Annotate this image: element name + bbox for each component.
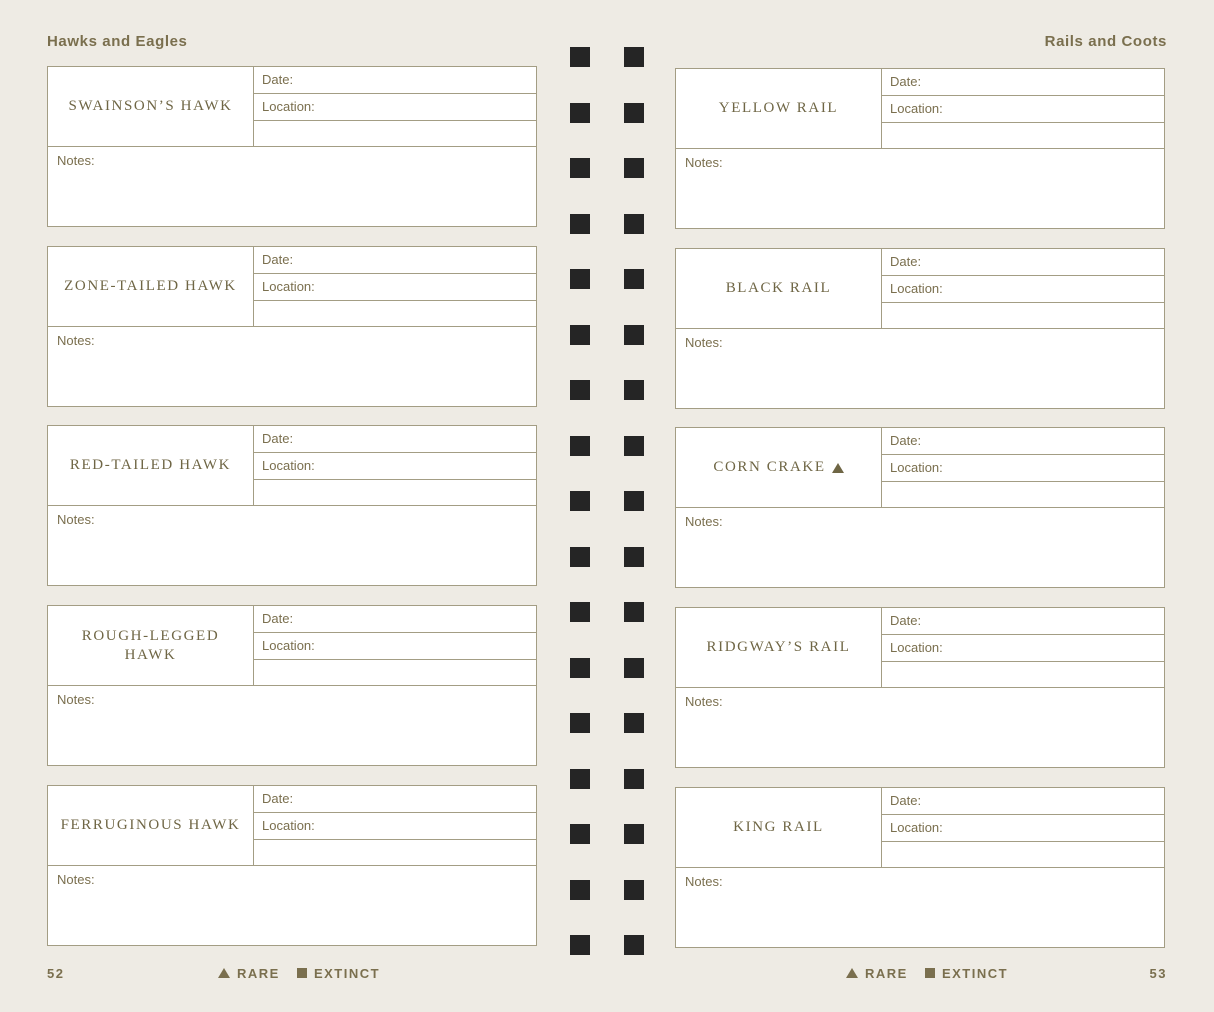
sighting-card bbox=[675, 787, 1165, 948]
extra-field[interactable] bbox=[882, 482, 1164, 508]
notes-label: Notes: bbox=[57, 692, 95, 708]
location-label: Location: bbox=[262, 99, 315, 114]
species-name bbox=[676, 249, 882, 329]
binding-hole bbox=[624, 103, 644, 123]
location-label: Location: bbox=[262, 817, 315, 833]
binding-hole bbox=[570, 436, 590, 456]
extinct-square-icon bbox=[925, 968, 935, 978]
location-field[interactable] bbox=[882, 276, 1164, 303]
date-field[interactable] bbox=[254, 247, 536, 274]
location-field[interactable] bbox=[882, 96, 1164, 123]
notes-label: Notes: bbox=[685, 334, 723, 350]
location-label: Location: bbox=[890, 101, 943, 116]
species-name-text: YELLOW RAIL bbox=[718, 100, 839, 116]
species-name bbox=[676, 788, 882, 868]
extinct-square-icon bbox=[297, 968, 307, 978]
notes-field[interactable] bbox=[685, 874, 723, 889]
location-field[interactable] bbox=[254, 453, 536, 480]
extra-field[interactable] bbox=[882, 842, 1164, 868]
left-page-number: 52 bbox=[47, 966, 65, 981]
date-label: Date: bbox=[890, 253, 922, 269]
binding-hole bbox=[570, 658, 590, 678]
date-label: Date: bbox=[262, 790, 294, 806]
species-name-text: RED-TAILED HAWK bbox=[69, 457, 232, 474]
date-field[interactable] bbox=[254, 67, 536, 94]
date-label: Date: bbox=[890, 74, 922, 89]
binding-hole bbox=[624, 214, 644, 234]
date-field[interactable] bbox=[254, 786, 536, 813]
date-field[interactable] bbox=[882, 788, 1164, 815]
legend-extinct: EXTINCT bbox=[313, 966, 381, 981]
location-field[interactable] bbox=[254, 274, 536, 301]
binding-hole bbox=[570, 935, 590, 955]
rare-triangle-icon bbox=[832, 463, 844, 473]
rare-triangle-icon bbox=[846, 968, 858, 978]
location-label: Location: bbox=[890, 280, 943, 296]
location-field[interactable] bbox=[882, 815, 1164, 842]
species-name bbox=[48, 786, 254, 866]
notes-field[interactable] bbox=[57, 153, 95, 168]
notes-field[interactable] bbox=[685, 694, 723, 709]
notes-label: Notes: bbox=[685, 873, 723, 889]
binding-hole bbox=[624, 713, 644, 733]
right-legend bbox=[846, 966, 1008, 981]
binding-hole bbox=[570, 269, 590, 289]
location-label: Location: bbox=[262, 278, 315, 294]
species-name bbox=[48, 606, 254, 686]
extra-field[interactable] bbox=[882, 303, 1164, 329]
extra-field[interactable] bbox=[882, 662, 1164, 688]
legend-extinct: EXTINCT bbox=[941, 966, 1009, 981]
species-name bbox=[48, 247, 254, 327]
date-label: Date: bbox=[890, 792, 922, 808]
binding-hole bbox=[624, 769, 644, 789]
binding-hole bbox=[624, 602, 644, 622]
species-name-text: CORN CRAKE bbox=[713, 459, 826, 476]
binding-hole bbox=[570, 325, 590, 345]
binding-hole bbox=[570, 491, 590, 511]
right-page-number: 53 bbox=[1149, 966, 1167, 981]
species-name-text: FERRUGINOUS HAWK bbox=[60, 816, 241, 833]
sighting-card bbox=[675, 427, 1165, 588]
location-label: Location: bbox=[262, 458, 315, 474]
notes-field[interactable] bbox=[57, 692, 95, 707]
species-name bbox=[676, 69, 882, 149]
location-field[interactable] bbox=[254, 813, 536, 840]
binding-hole bbox=[570, 214, 590, 234]
binding-hole bbox=[570, 713, 590, 733]
sighting-card bbox=[47, 246, 537, 407]
date-field[interactable] bbox=[882, 608, 1164, 635]
location-label: Location: bbox=[262, 638, 315, 654]
species-name-text: KING RAIL bbox=[733, 818, 824, 835]
species-name-text: RIDGWAY’S RAIL bbox=[706, 639, 851, 656]
species-name-text: ROUGH-LEGGED HAWK bbox=[81, 627, 220, 663]
notes-label: Notes: bbox=[685, 155, 723, 170]
notes-label: Notes: bbox=[57, 153, 95, 168]
location-field[interactable] bbox=[254, 94, 536, 121]
notes-label: Notes: bbox=[57, 332, 95, 348]
species-name bbox=[48, 67, 254, 147]
binding-hole bbox=[570, 103, 590, 123]
extra-field[interactable] bbox=[254, 660, 536, 686]
extra-field[interactable] bbox=[254, 301, 536, 327]
extra-field[interactable] bbox=[882, 123, 1164, 149]
binding-hole bbox=[570, 380, 590, 400]
binding-hole bbox=[624, 491, 644, 511]
date-field[interactable] bbox=[882, 69, 1164, 96]
binding-hole bbox=[624, 380, 644, 400]
species-name-text: ZONE-TAILED HAWK bbox=[64, 277, 237, 294]
notes-label: Notes: bbox=[685, 694, 723, 710]
date-field[interactable] bbox=[882, 249, 1164, 276]
extra-field[interactable] bbox=[254, 480, 536, 506]
right-section-title: Rails and Coots bbox=[1044, 33, 1167, 50]
binding-hole bbox=[570, 769, 590, 789]
extra-field[interactable] bbox=[254, 121, 536, 147]
location-label: Location: bbox=[890, 460, 943, 476]
binding-hole bbox=[624, 158, 644, 178]
notes-field[interactable] bbox=[57, 333, 95, 348]
date-field[interactable] bbox=[254, 606, 536, 633]
sighting-card bbox=[675, 248, 1165, 409]
date-label: Date: bbox=[262, 251, 294, 267]
notes-label: Notes: bbox=[57, 512, 95, 528]
binding-hole bbox=[624, 47, 644, 67]
sighting-card bbox=[47, 605, 537, 766]
extra-field[interactable] bbox=[254, 840, 536, 866]
date-label: Date: bbox=[262, 611, 294, 627]
location-label: Location: bbox=[890, 819, 943, 835]
location-field[interactable] bbox=[254, 633, 536, 660]
date-label: Date: bbox=[890, 433, 922, 449]
legend-rare: RARE bbox=[237, 966, 280, 981]
notes-field[interactable] bbox=[685, 514, 723, 529]
sighting-card bbox=[47, 785, 537, 946]
notes-field[interactable] bbox=[57, 872, 95, 887]
binding-hole bbox=[570, 880, 590, 900]
sighting-card bbox=[47, 66, 537, 227]
binding-hole bbox=[624, 824, 644, 844]
notes-label: Notes: bbox=[685, 514, 723, 530]
date-field[interactable] bbox=[882, 428, 1164, 455]
species-name-text: SWAINSON’S HAWK bbox=[68, 98, 233, 114]
sighting-card bbox=[47, 425, 537, 586]
binding-hole bbox=[570, 547, 590, 567]
location-label: Location: bbox=[890, 640, 943, 656]
legend-rare: RARE bbox=[865, 966, 908, 981]
date-label: Date: bbox=[890, 613, 922, 629]
notes-label: Notes: bbox=[57, 871, 95, 887]
date-field[interactable] bbox=[254, 426, 536, 453]
notes-field[interactable] bbox=[685, 335, 723, 350]
date-label: Date: bbox=[262, 72, 294, 87]
binding-hole bbox=[570, 602, 590, 622]
binding-hole bbox=[624, 325, 644, 345]
species-name bbox=[48, 426, 254, 506]
date-label: Date: bbox=[262, 431, 294, 447]
binding-hole bbox=[624, 436, 644, 456]
binding-hole bbox=[570, 47, 590, 67]
rare-triangle-icon bbox=[218, 968, 230, 978]
binding-hole bbox=[624, 880, 644, 900]
binding-hole bbox=[570, 158, 590, 178]
left-section-title: Hawks and Eagles bbox=[47, 33, 188, 50]
left-legend bbox=[218, 966, 380, 981]
species-name bbox=[676, 428, 882, 508]
notes-field[interactable] bbox=[57, 512, 95, 527]
species-name-text: BLACK RAIL bbox=[725, 279, 832, 296]
sighting-card bbox=[675, 68, 1165, 229]
binding-hole bbox=[624, 547, 644, 567]
species-name bbox=[676, 608, 882, 688]
location-field[interactable] bbox=[882, 635, 1164, 662]
binding-hole bbox=[624, 658, 644, 678]
binding-hole bbox=[570, 824, 590, 844]
binding-hole bbox=[624, 935, 644, 955]
location-field[interactable] bbox=[882, 455, 1164, 482]
notes-field[interactable] bbox=[685, 155, 723, 170]
sighting-card bbox=[675, 607, 1165, 768]
binding-hole bbox=[624, 269, 644, 289]
